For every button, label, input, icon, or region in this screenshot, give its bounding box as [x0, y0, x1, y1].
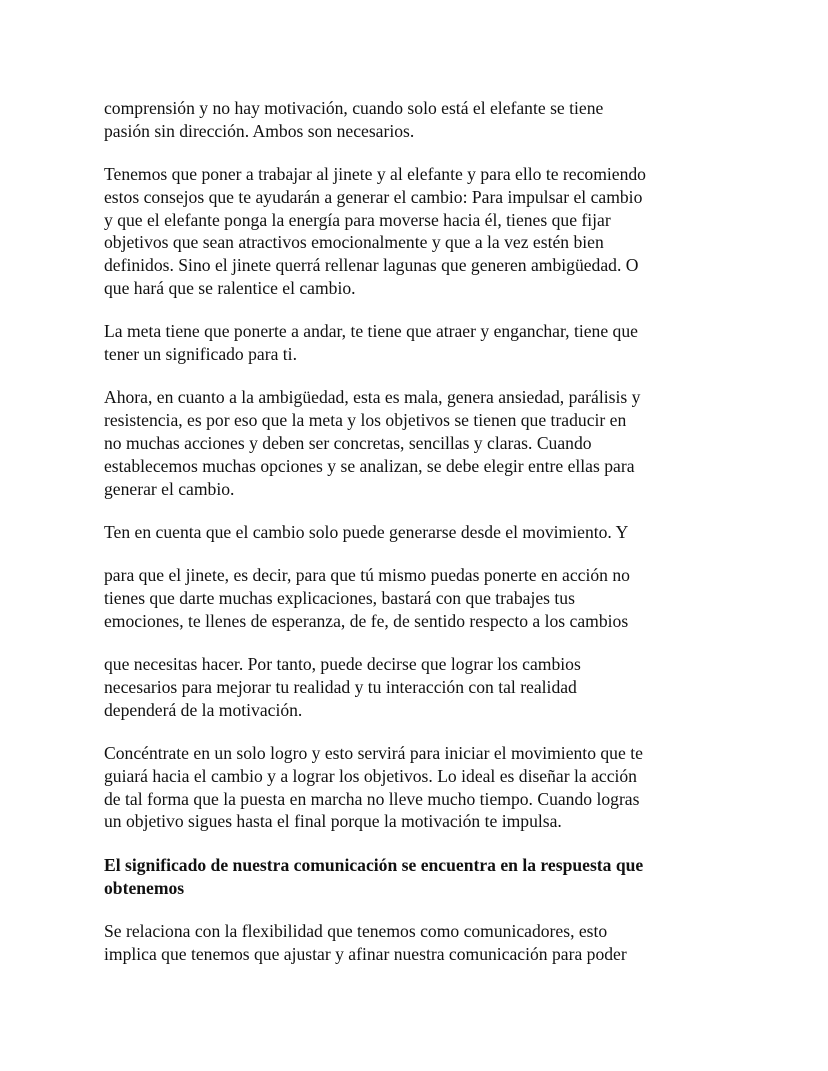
text-line: guiará hacia el cambio y a lograr los objetivos. Lo ideal es diseñar la acción	[104, 765, 637, 786]
section-heading	[104, 854, 729, 900]
text-line: Concéntrate en un solo logro y esto servirá para iniciar el movimiento que te	[104, 743, 643, 764]
heading-line: El significado de nuestra comunicación se encuentra en la respuesta que	[104, 854, 644, 875]
text-line: La meta tiene que ponerte a andar, te tiene que atraer y enganchar, tiene que	[104, 321, 638, 342]
paragraph	[104, 653, 729, 721]
text-line: generar el cambio.	[104, 478, 235, 499]
text-line: resistencia, es por eso que la meta y los objetivos se tienen que traducir en	[104, 410, 627, 431]
text-line: que hará que se ralentice el cambio.	[104, 278, 356, 299]
heading-line: obtenemos	[104, 877, 185, 898]
text-line: necesarios para mejorar tu realidad y tu interacción con tal realidad	[104, 676, 577, 697]
paragraph	[104, 920, 729, 966]
text-line: Se relaciona con la flexibilidad que tenemos como comunicadores, esto	[104, 920, 608, 941]
text-line: estos consejos que te ayudarán a generar el cambio: Para impulsar el cambio	[104, 186, 643, 207]
text-line: no muchas acciones y deben ser concretas, sencillas y claras. Cuando	[104, 433, 592, 454]
paragraph	[104, 742, 729, 833]
text-line: un objetivo sigues hasta el final porque la motivación te impulsa.	[104, 811, 562, 832]
paragraph	[104, 320, 729, 366]
text-line: que necesitas hacer. Por tanto, puede decirse que lograr los cambios	[104, 654, 581, 675]
paragraph	[104, 564, 729, 632]
text-line: dependerá de la motivación.	[104, 699, 303, 720]
paragraph	[104, 97, 729, 143]
document-page	[104, 97, 729, 986]
text-line: de tal forma que la puesta en marcha no lleve mucho tiempo. Cuando logras	[104, 788, 640, 809]
text-line: Ahora, en cuanto a la ambigüedad, esta es mala, genera ansiedad, parálisis y	[104, 387, 641, 408]
text-line: comprensión y no hay motivación, cuando solo está el elefante se tiene	[104, 98, 604, 118]
text-line: Ten en cuenta que el cambio solo puede generarse desde el movimiento. Y	[104, 521, 629, 542]
text-line: establecemos muchas opciones y se analizan, se debe elegir entre ellas para	[104, 455, 635, 476]
text-line: y que el elefante ponga la energía para moverse hacia él, tienes que fijar	[104, 209, 611, 230]
text-line: implica que tenemos que ajustar y afinar nuestra comunicación para poder	[104, 943, 627, 964]
text-line: objetivos que sean atractivos emocionalmente y que a la vez estén bien	[104, 232, 604, 253]
text-line: definidos. Sino el jinete querrá rellenar lagunas que generen ambigüedad. O	[104, 255, 639, 276]
paragraph	[104, 521, 729, 544]
text-line: Tenemos que poner a trabajar al jinete y al elefante y para ello te recomiendo	[104, 164, 646, 185]
paragraph	[104, 163, 729, 300]
text-line: tienes que darte muchas explicaciones, bastará con que trabajes tus	[104, 588, 575, 609]
text-line: pasión sin dirección. Ambos son necesarios.	[104, 120, 415, 141]
text-line: emociones, te llenes de esperanza, de fe, de sentido respecto a los cambios	[104, 610, 629, 631]
paragraph	[104, 386, 729, 500]
text-line: para que el jinete, es decir, para que tú mismo puedas ponerte en acción no	[104, 565, 630, 586]
text-line: tener un significado para ti.	[104, 344, 297, 365]
